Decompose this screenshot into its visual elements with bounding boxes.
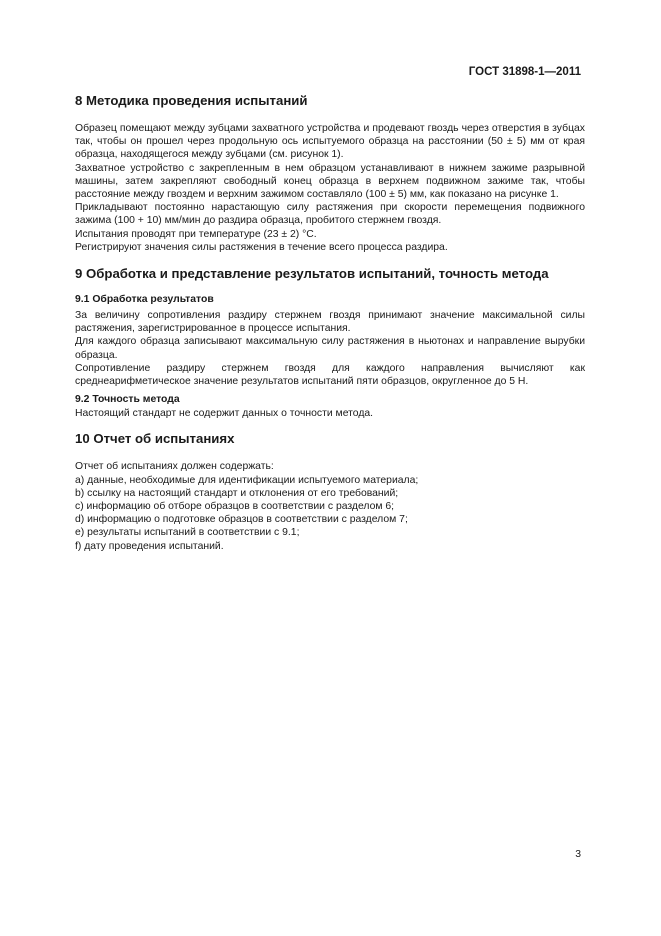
section-10-intro: Отчет об испытаниях должен содержать: xyxy=(75,461,274,473)
subsection-9-2-title: 9.2 Точность метода xyxy=(75,394,180,406)
list-item: f) дату проведения испытаний. xyxy=(75,540,224,552)
subsection-9-1-paragraph: Сопротивление раздиру стержнем гвоздя для каждого направления вычисляют как среднеарифметическое значение результатов испытаний пяти образцов, округленное до 5 Н. xyxy=(75,362,585,388)
subsection-9-2-paragraph: Настоящий стандарт не содержит данных о точности метода. xyxy=(75,408,374,420)
section-8-paragraph: Испытания проводят при температуре (23 ± 2) °С. xyxy=(75,228,317,240)
list-item: b) ссылку на настоящий стандарт и отклонения от его требований; xyxy=(75,487,399,499)
section-8-paragraph: Прикладывают постоянно нарастающую силу растяжения при скорости перемещения подвижного зажима (100 + 10) мм/мин до раздира образца, пробитого стержнем гвоздя. xyxy=(75,202,585,227)
section-8-paragraph: Образец помещают между зубцами захватного устройства и продевают гвоздь через отверстия в зубцах так, чтобы он прошел через продольную ось испытуемого образца на расстоянии (50 ± 5) мм от края образца, находящегося между зубцами (см. рисунок 1). xyxy=(75,123,585,161)
section-10-title: 10 Отчет об испытаниях xyxy=(75,431,235,447)
section-8 xyxy=(75,92,585,254)
subsection-9-1 xyxy=(75,293,585,388)
report-items-list xyxy=(75,474,585,553)
subsection-9-1-paragraph: За величину сопротивления раздиру стержнем гвоздя принимают значение максимальной силы растяжения, зарегистрированное в процессе испытания. xyxy=(75,310,585,335)
section-9 xyxy=(75,265,585,420)
document-body xyxy=(75,92,585,553)
section-8-paragraph: Захватное устройство с закрепленным в нем образцом устанавливают в нижнем зажиме разрывной машины, затем закрепляют свободный конец образца в верхнем подвижном зажиме так, чтобы расстояние между гвоздем и верхним зажимом составляло (100 ± 5) мм, как показано на рисунке 1. xyxy=(75,162,585,201)
page-number: 3 xyxy=(575,849,581,860)
standard-header: ГОСТ 31898-1—2011 xyxy=(468,66,581,78)
section-10 xyxy=(75,430,585,552)
list-item: d) информацию о подготовке образцов в соответствии с разделом 7; xyxy=(75,514,408,526)
subsection-9-1-title: 9.1 Обработка результатов xyxy=(75,294,214,306)
section-9-title: 9 Обработка и представление результатов испытаний, точность метода xyxy=(75,266,549,282)
subsection-9-2 xyxy=(75,393,585,420)
list-item: e) результаты испытаний в соответствии с 9.1; xyxy=(75,527,300,539)
section-8-title: 8 Методика проведения испытаний xyxy=(75,93,308,108)
list-item: a) данные, необходимые для идентификации испытуемого материала; xyxy=(75,474,419,486)
section-8-paragraph: Регистрируют значения силы растяжения в течение всего процесса раздира. xyxy=(75,241,448,253)
list-item: c) информацию об отборе образцов в соответствии с разделом 6; xyxy=(75,501,395,513)
subsection-9-1-paragraph: Для каждого образца записывают максимальную силу растяжения в ньютонах и направление вырубки образца. xyxy=(75,336,585,361)
